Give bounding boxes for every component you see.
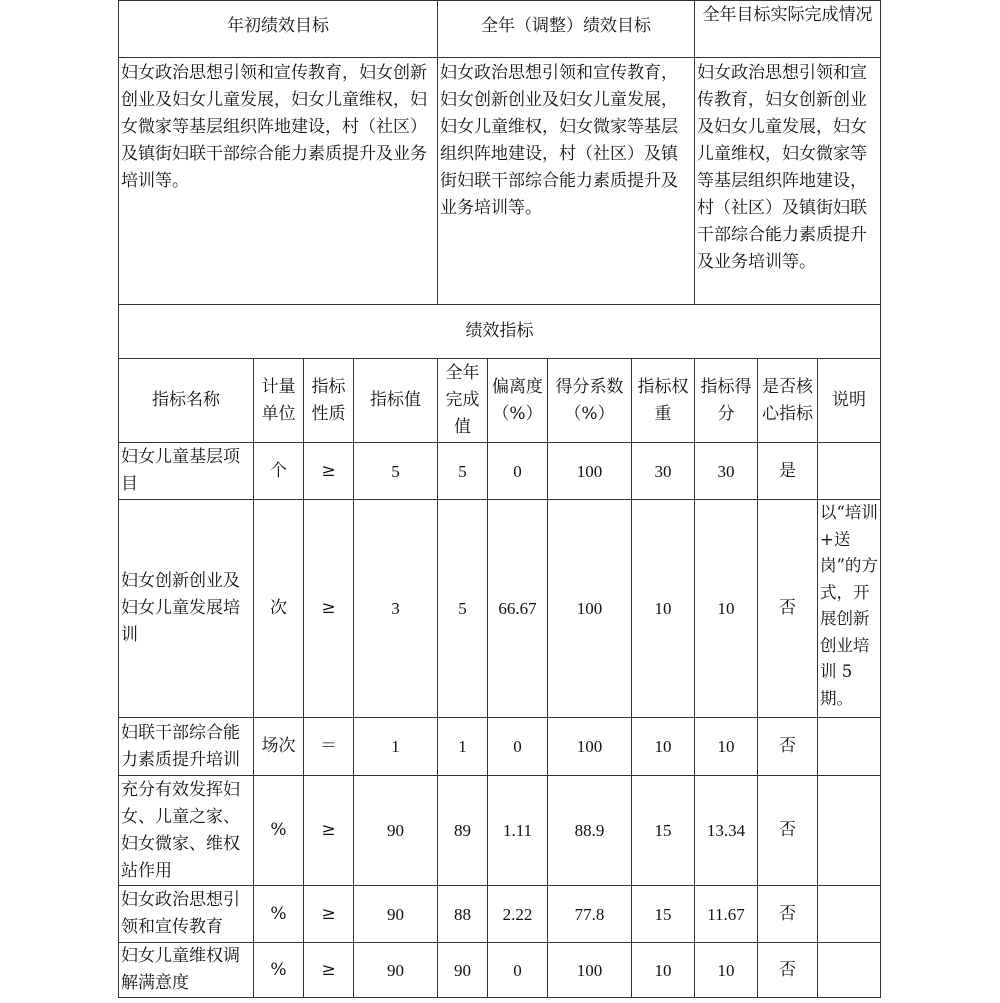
indicator-unit: 次 [254, 500, 304, 718]
actual-completion-text: 妇女政治思想引领和宣传教育，妇女创新创业及妇女儿童发展，妇女儿童维权，妇女微家等等基层组织阵地建设，村（社区）及镇街妇联干部综合能力素质提升及业务培训等。 [695, 58, 881, 305]
indicator-core: 否 [758, 718, 818, 776]
goal-content-row [119, 58, 881, 305]
indicator-unit: 个 [254, 443, 304, 500]
indicator-name: 妇女创新创业及妇女儿童发展培训 [119, 500, 254, 718]
adjusted-goal-text: 妇女政治思想引领和宣传教育，妇女创新创业及妇女儿童发展，妇女儿童维权，妇女微家等基层组织阵地建设，村（社区）及镇街妇联干部综合能力素质提升及业务培训等。 [438, 58, 695, 305]
column-header-row [119, 359, 881, 443]
indicator-core: 否 [758, 886, 818, 943]
col-header-core: 是否核心指标 [758, 359, 818, 443]
indicator-note: 以“培训+送岗”的方式，开展创新创业培训 5 期。 [818, 500, 881, 718]
indicator-deviation: 0 [488, 718, 548, 776]
col-header-value: 指标值 [354, 359, 438, 443]
indicator-deviation: 2.22 [488, 886, 548, 943]
indicator-unit: % [254, 886, 304, 943]
indicator-deviation: 66.67 [488, 500, 548, 718]
indicator-score: 10 [695, 500, 758, 718]
indicator-value: 90 [354, 776, 438, 886]
initial-goal-header: 年初绩效目标 [119, 1, 438, 58]
col-header-score: 指标得分 [695, 359, 758, 443]
indicator-note [818, 718, 881, 776]
col-header-deviation: 偏离度（%） [488, 359, 548, 443]
indicator-coef: 77.8 [548, 886, 632, 943]
indicator-completed: 89 [438, 776, 488, 886]
table-row [119, 500, 881, 718]
indicator-value: 3 [354, 500, 438, 718]
indicator-note [818, 776, 881, 886]
indicator-completed: 5 [438, 500, 488, 718]
indicator-value: 5 [354, 443, 438, 500]
indicator-value: 1 [354, 718, 438, 776]
indicator-nature: ≥ [304, 886, 354, 943]
table-row [119, 776, 881, 886]
indicator-note [818, 886, 881, 943]
indicator-note [818, 443, 881, 500]
indicator-coef: 88.9 [548, 776, 632, 886]
indicator-score: 30 [695, 443, 758, 500]
indicator-deviation: 0 [488, 943, 548, 998]
indicator-completed: 90 [438, 943, 488, 998]
indicator-coef: 100 [548, 943, 632, 998]
indicator-nature: ≥ [304, 943, 354, 998]
indicator-coef: 100 [548, 443, 632, 500]
indicator-nature: ≥ [304, 500, 354, 718]
indicator-coef: 100 [548, 500, 632, 718]
goal-header-row [119, 1, 881, 58]
indicator-score: 10 [695, 718, 758, 776]
indicator-note [818, 943, 881, 998]
indicator-nature: ≥ [304, 443, 354, 500]
indicator-unit: 场次 [254, 718, 304, 776]
indicator-weight: 10 [632, 718, 695, 776]
actual-completion-header: 全年目标实际完成情况 [695, 1, 881, 58]
col-header-note: 说明 [818, 359, 881, 443]
indicator-name: 妇女儿童基层项目 [119, 443, 254, 500]
col-header-coef: 得分系数（%） [548, 359, 632, 443]
indicator-coef: 100 [548, 718, 632, 776]
indicator-name: 充分有效发挥妇女、儿童之家、妇女微家、维权站作用 [119, 776, 254, 886]
indicator-completed: 5 [438, 443, 488, 500]
table-row [119, 443, 881, 500]
indicator-unit: % [254, 776, 304, 886]
indicator-value: 90 [354, 886, 438, 943]
indicator-score: 10 [695, 943, 758, 998]
indicator-weight: 10 [632, 943, 695, 998]
indicator-weight: 10 [632, 500, 695, 718]
indicator-weight: 30 [632, 443, 695, 500]
indicator-name: 妇女政治思想引领和宣传教育 [119, 886, 254, 943]
table-row [119, 718, 881, 776]
indicator-completed: 1 [438, 718, 488, 776]
col-header-name: 指标名称 [119, 359, 254, 443]
adjusted-goal-header: 全年（调整）绩效目标 [438, 1, 695, 58]
section-title: 绩效指标 [119, 305, 881, 359]
indicator-core: 是 [758, 443, 818, 500]
col-header-completed: 全年完成值 [438, 359, 488, 443]
indicator-nature: ≥ [304, 776, 354, 886]
indicator-weight: 15 [632, 776, 695, 886]
table-row [119, 943, 881, 998]
indicator-nature: ＝ [304, 718, 354, 776]
col-header-weight: 指标权重 [632, 359, 695, 443]
indicator-deviation: 0 [488, 443, 548, 500]
indicator-weight: 15 [632, 886, 695, 943]
indicator-unit: % [254, 943, 304, 998]
indicator-completed: 88 [438, 886, 488, 943]
indicator-name: 妇女儿童维权调解满意度 [119, 943, 254, 998]
indicator-deviation: 1.11 [488, 776, 548, 886]
col-header-nature: 指标性质 [304, 359, 354, 443]
indicator-score: 13.34 [695, 776, 758, 886]
table-row [119, 886, 881, 943]
initial-goal-text: 妇女政治思想引领和宣传教育，妇女创新创业及妇女儿童发展，妇女儿童维权，妇女微家等基层组织阵地建设，村（社区）及镇街妇联干部综合能力素质提升及业务培训等。 [119, 58, 438, 305]
indicator-name: 妇联干部综合能力素质提升培训 [119, 718, 254, 776]
col-header-unit: 计量单位 [254, 359, 304, 443]
indicator-score: 11.67 [695, 886, 758, 943]
section-title-row [119, 305, 881, 359]
performance-table [118, 0, 881, 998]
indicator-core: 否 [758, 776, 818, 886]
indicator-core: 否 [758, 943, 818, 998]
indicator-core: 否 [758, 500, 818, 718]
indicator-value: 90 [354, 943, 438, 998]
